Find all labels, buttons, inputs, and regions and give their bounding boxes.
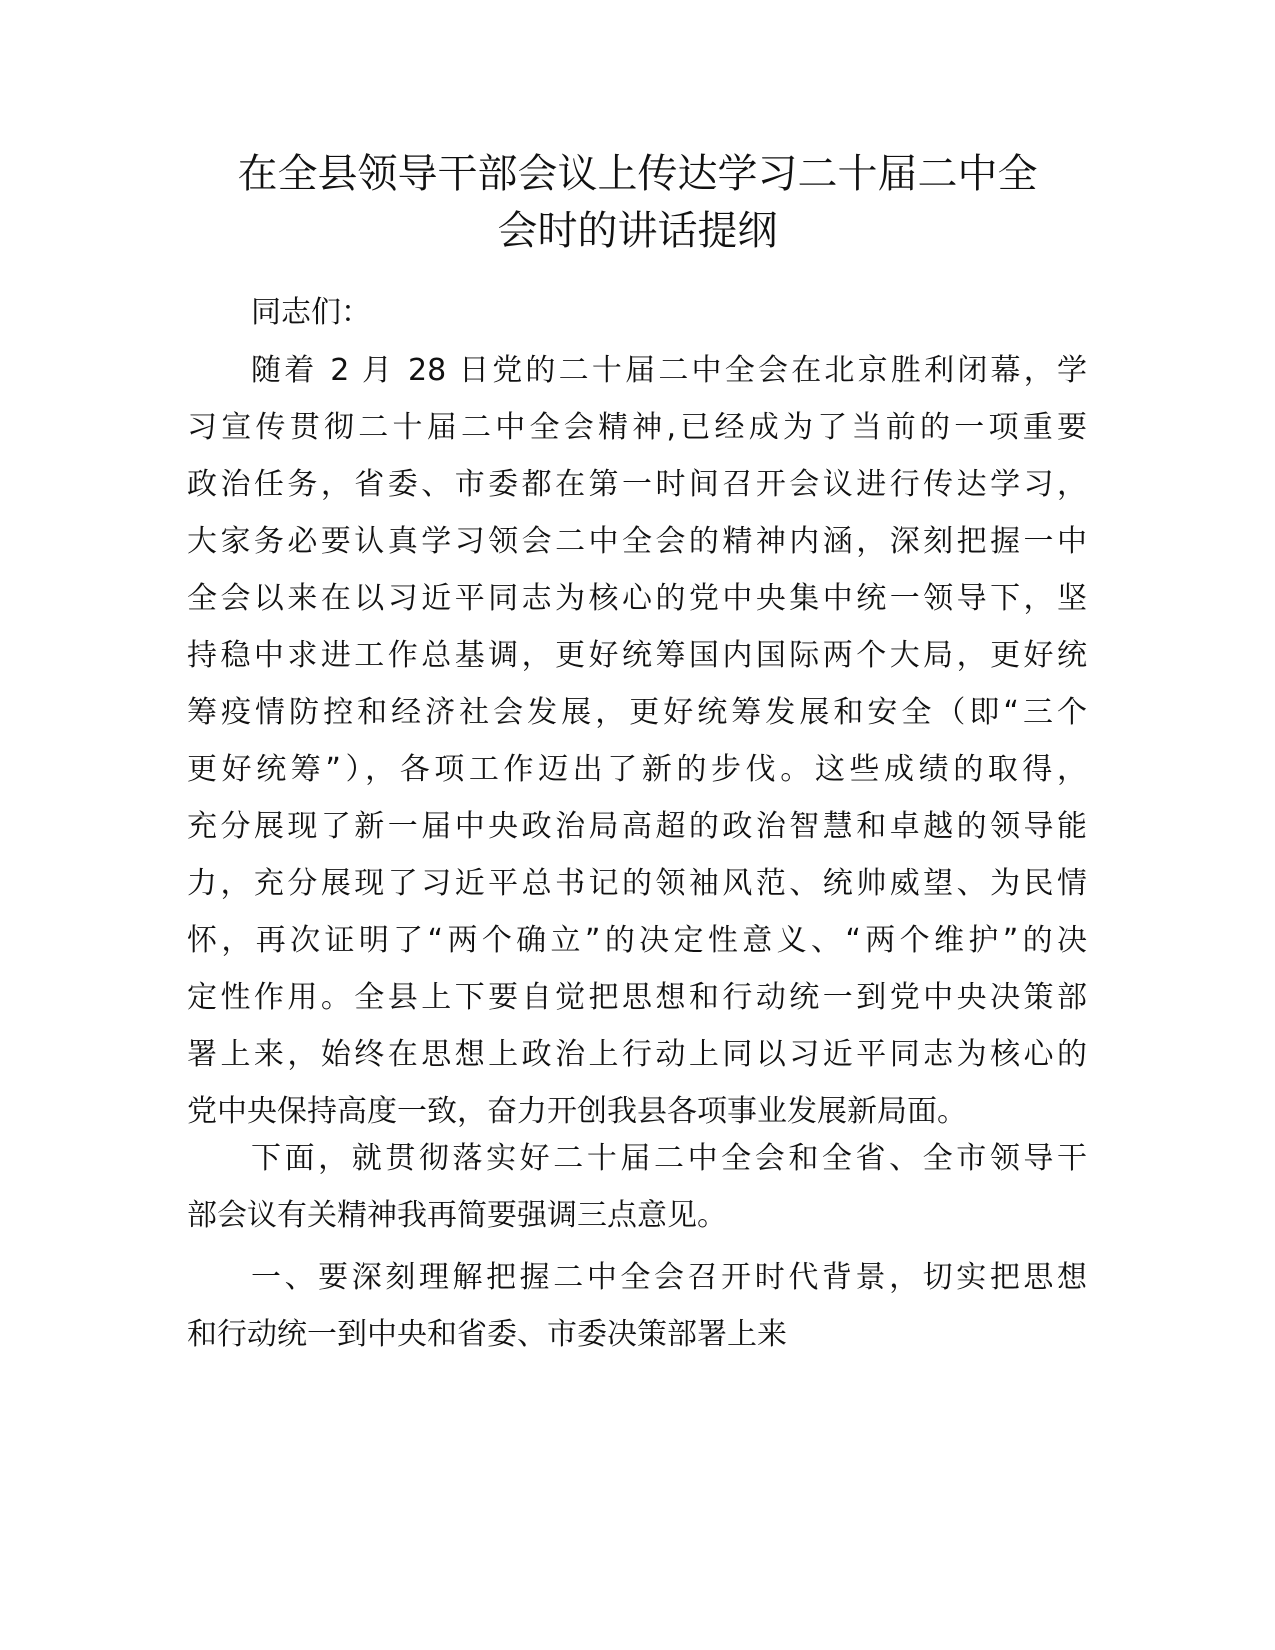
paragraph-line: 充分展现了新一届中央政治局高超的政治智慧和卓越的领导能	[187, 809, 1087, 844]
paragraph-line: 习宣传贯彻二十届二中全会精神,已经成为了当前的一项重要	[187, 410, 1087, 445]
paragraph-line: 全会以来在以习近平同志为核心的党中央集中统一领导下，坚	[187, 581, 1087, 616]
paragraph-line: 怀，再次证明了“两个确立”的决定性意义、“两个维护”的决	[187, 923, 1087, 958]
paragraph-line: 力，充分展现了习近平总书记的领袖风范、统帅威望、为民情	[187, 866, 1087, 901]
paragraph-opening	[187, 342, 1087, 1140]
document-title	[170, 146, 1105, 260]
paragraph-line: 部会议有关精神我再简要强调三点意见。	[187, 1198, 727, 1233]
paragraph-line: 政治任务，省委、市委都在第一时间召开会议进行传达学习，	[187, 467, 1087, 502]
paragraph-line: 随着 2 月 28 日党的二十届二中全会在北京胜利闭幕，学	[251, 353, 1087, 388]
greeting	[187, 284, 1087, 341]
paragraph-line: 下面，就贯彻落实好二十届二中全会和全省、全市领导干	[251, 1141, 1087, 1176]
paragraph-intro-points	[187, 1130, 1087, 1244]
title-line: 会时的讲话提纲	[497, 208, 778, 254]
section-heading-1	[187, 1249, 1087, 1363]
paragraph-line: 持稳中求进工作总基调，更好统筹国内国际两个大局，更好统	[187, 638, 1087, 673]
paragraph-line: 筹疫情防控和经济社会发展，更好统筹发展和安全（即“三个	[187, 695, 1087, 730]
paragraph-line: 大家务必要认真学习领会二中全会的精神内涵，深刻把握一中	[187, 524, 1087, 559]
paragraph-line: 署上来，始终在思想上政治上行动上同以习近平同志为核心的	[187, 1037, 1087, 1072]
title-line: 在全县领导干部会议上传达学习二十届二中全	[237, 151, 1038, 197]
heading-line: 一、要深刻理解把握二中全会召开时代背景，切实把思想	[251, 1260, 1087, 1295]
greeting-text: 同志们：	[251, 295, 371, 330]
paragraph-line: 更好统筹”），各项工作迈出了新的步伐。这些成绩的取得，	[187, 752, 1087, 787]
heading-line: 和行动统一到中央和省委、市委决策部署上来	[187, 1317, 787, 1352]
paragraph-line: 党中央保持高度一致，奋力开创我县各项事业发展新局面。	[187, 1094, 967, 1129]
paragraph-line: 定性作用。全县上下要自觉把思想和行动统一到党中央决策部	[187, 980, 1087, 1015]
